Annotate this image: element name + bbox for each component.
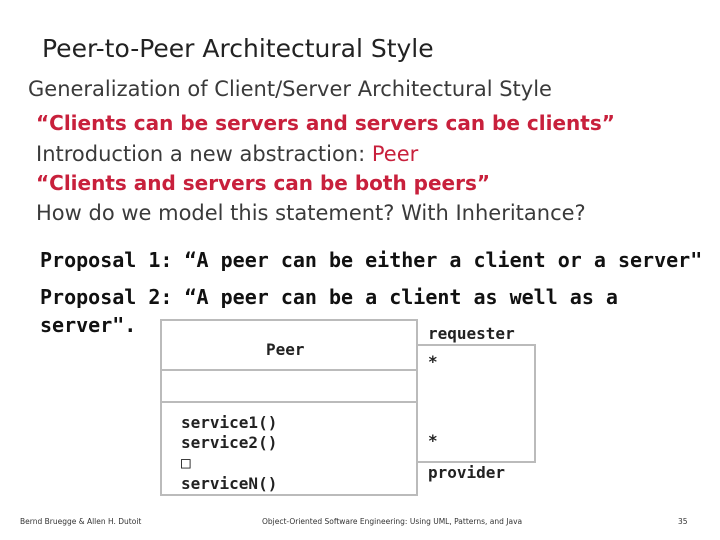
- bullet-introduction-text: Introduction a new abstraction:: [36, 142, 372, 166]
- bullet-how-model: How do we model this statement? With Inheritance?: [36, 201, 586, 225]
- peer-highlight: Peer: [371, 142, 419, 166]
- slide-title: Peer-to-Peer Architectural Style: [42, 34, 434, 63]
- proposal-2-line2: server".: [40, 313, 137, 337]
- bullet-peers-quote: “Clients and servers can be both peers”: [36, 171, 491, 195]
- role-provider: provider: [428, 463, 506, 482]
- multiplicity-top: *: [428, 352, 438, 371]
- footer-book-title: Object-Oriented Software Engineering: Using UML, Patterns, and Java: [262, 517, 523, 526]
- footer-authors: Bernd Bruegge & Allen H. Dutoit: [20, 517, 142, 526]
- bullet-generalization: Generalization of Client/Server Architectural Style: [28, 77, 552, 101]
- page-number: 35: [678, 517, 688, 526]
- multiplicity-bottom: *: [428, 431, 438, 450]
- bullet-clients-servers-quote: “Clients can be servers and servers can be clients”: [36, 111, 615, 135]
- operation-service2: service2(): [181, 433, 278, 452]
- role-requester: requester: [428, 324, 515, 343]
- operation-service1: service1(): [181, 413, 278, 432]
- operation-serviceN: serviceN(): [181, 474, 278, 493]
- class-name: Peer: [266, 340, 305, 359]
- operation-placeholder: □: [181, 453, 191, 472]
- proposal-2-line1: Proposal 2: “A peer can be a client as well as a: [40, 285, 618, 309]
- proposal-1: Proposal 1: “A peer can be either a client or a server": [40, 248, 703, 272]
